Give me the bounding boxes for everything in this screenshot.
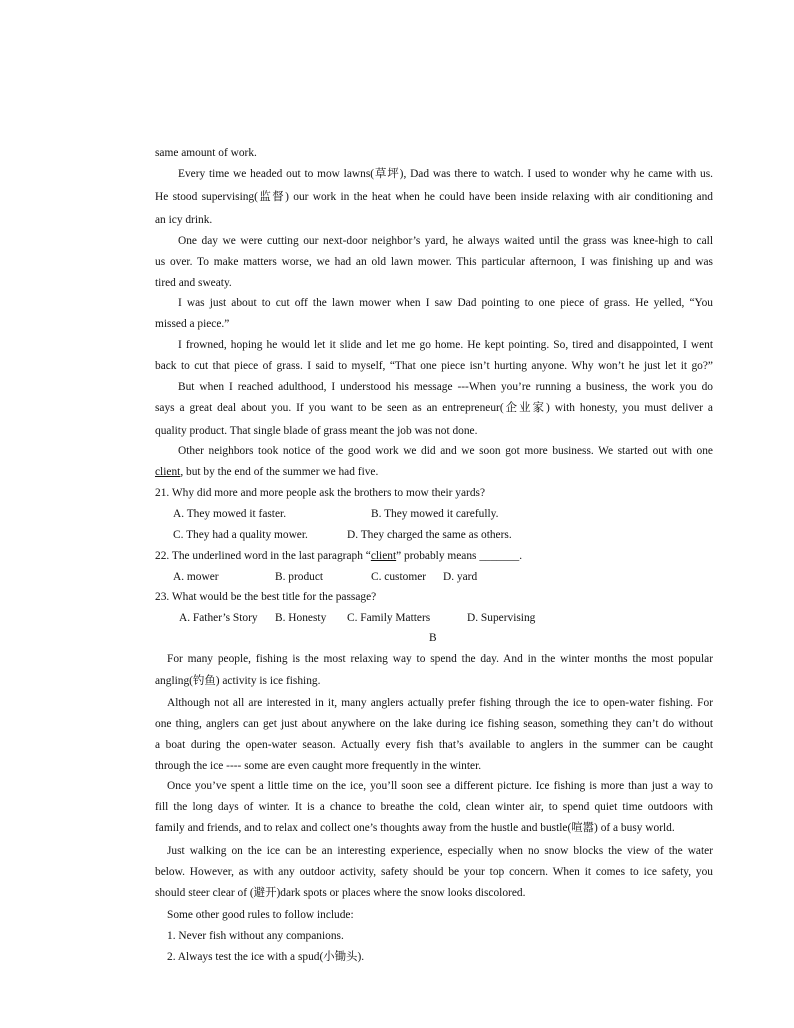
paragraph-line: fill the long days of winter. It is a chance to breathe the cold, clean winter air, to spend quiet time outdoors with (155, 801, 713, 813)
option-22-a: A. mower (173, 571, 219, 583)
paragraph-line: Once you’ve spent a little time on the ice, you’ll soon see a different picture. Ice fishing is more than just a way to (167, 780, 713, 792)
paragraph-line: a boat during the open-water season. Actually every fish that’s available to anglers in the summer can be caught (155, 739, 713, 751)
paragraph-line: back to cut that piece of grass. I said to myself, “That one piece isn’t hurting anyone. Why won’t he just let it go?” (155, 360, 713, 372)
option-21-b: B. They mowed it carefully. (371, 508, 499, 520)
paragraph-line: one thing, anglers can get just about anywhere on the lake during ice fishing season, something they can’t do without (155, 718, 713, 730)
question-22 (155, 549, 713, 563)
option-21-a: A. They mowed it faster. (173, 508, 287, 520)
paragraph-line: angling(钓鱼) activity is ice fishing. (155, 675, 321, 687)
paragraph-line (155, 465, 713, 479)
paragraph-line: says a great deal about you. If you want to be seen as an entrepreneur(企业家) with honesty, you must deliver a (155, 402, 713, 414)
question-21: 21. Why did more and more people ask the brothers to mow their yards? (155, 487, 486, 499)
question-22-suffix: ” probably means _______. (396, 550, 523, 562)
paragraph-line: quality product. That single blade of grass meant the job was not done. (155, 425, 478, 437)
paragraph-line: same amount of work. (155, 147, 257, 159)
option-21-c: C. They had a quality mower. (173, 529, 308, 541)
paragraph-line: through the ice ---- some are even caught more frequently in the winter. (155, 760, 482, 772)
paragraph-line: For many people, fishing is the most relaxing way to spend the day. And in the winter months the most popular (167, 653, 713, 665)
list-item: 1. Never fish without any companions. (167, 930, 344, 942)
paragraph-line: missed a piece.” (155, 318, 230, 330)
paragraph-line: Other neighbors took notice of the good work we did and we soon got more business. We started out with one (178, 445, 713, 457)
option-21-d: D. They charged the same as others. (347, 529, 512, 541)
paragraph-line: Some other good rules to follow include: (167, 909, 354, 921)
paragraph-line: Although not all are interested in it, many anglers actually prefer fishing through the ice to open-water fishing. For (167, 697, 713, 709)
list-item: 2. Always test the ice with a spud(小锄头). (167, 951, 365, 963)
option-23-a: A. Father’s Story (179, 612, 258, 624)
paragraph-line: an icy drink. (155, 214, 213, 226)
option-23-d: D. Supervising (467, 612, 536, 624)
option-22-d: D. yard (443, 571, 478, 583)
option-22-b: B. product (275, 571, 324, 583)
paragraph-line: One day we were cutting our next-door neighbor’s yard, he always waited until the grass was knee-high to call (178, 235, 713, 247)
question-23: 23. What would be the best title for the passage? (155, 591, 377, 603)
paragraph-line: family and friends, and to relax and collect one’s thoughts away from the hustle and bustle(喧嚣) of a busy world. (155, 822, 675, 834)
section-heading: B (429, 632, 437, 644)
option-23-c: C. Family Matters (347, 612, 431, 624)
paragraph-line: But when I reached adulthood, I understood his message ---When you’re running a business, the work you do (178, 381, 713, 393)
paragraph-line: Every time we headed out to mow lawns(草坪), Dad was there to watch. I used to wonder why he came with us. (178, 168, 713, 180)
question-22-word: client (370, 550, 397, 562)
paragraph-line: I was just about to cut off the lawn mower when I saw Dad pointing to one piece of grass. He yelled, “You (178, 297, 713, 309)
option-22-c: C. customer (371, 571, 427, 583)
paragraph-line: us over. To make matters worse, we had an old lawn mower. This particular afternoon, I was finishing up and was (155, 256, 713, 268)
paragraph-line: He stood supervising(监督) our work in the heat when he could have been inside relaxing with air conditioning and (155, 191, 713, 203)
underlined-word: client (155, 466, 181, 478)
option-23-b: B. Honesty (275, 612, 327, 624)
paragraph-line: Just walking on the ice can be an interesting experience, especially when no snow blocks the view of the water (167, 845, 713, 857)
line-rest: , but by the end of the summer we had five. (180, 466, 379, 478)
paragraph-line: should steer clear of (避开)dark spots or places where the snow looks discolored. (155, 887, 526, 899)
paragraph-line: I frowned, hoping he would let it slide and let me go home. He kept pointing. So, tired and disappointed, I went (178, 339, 713, 351)
question-22-prefix: 22. The underlined word in the last paragraph “ (155, 550, 371, 562)
paragraph-line: tired and sweaty. (155, 277, 232, 289)
paragraph-line: below. However, as with any outdoor activity, safety should be your top concern. When it comes to ice safety, you (155, 866, 713, 878)
